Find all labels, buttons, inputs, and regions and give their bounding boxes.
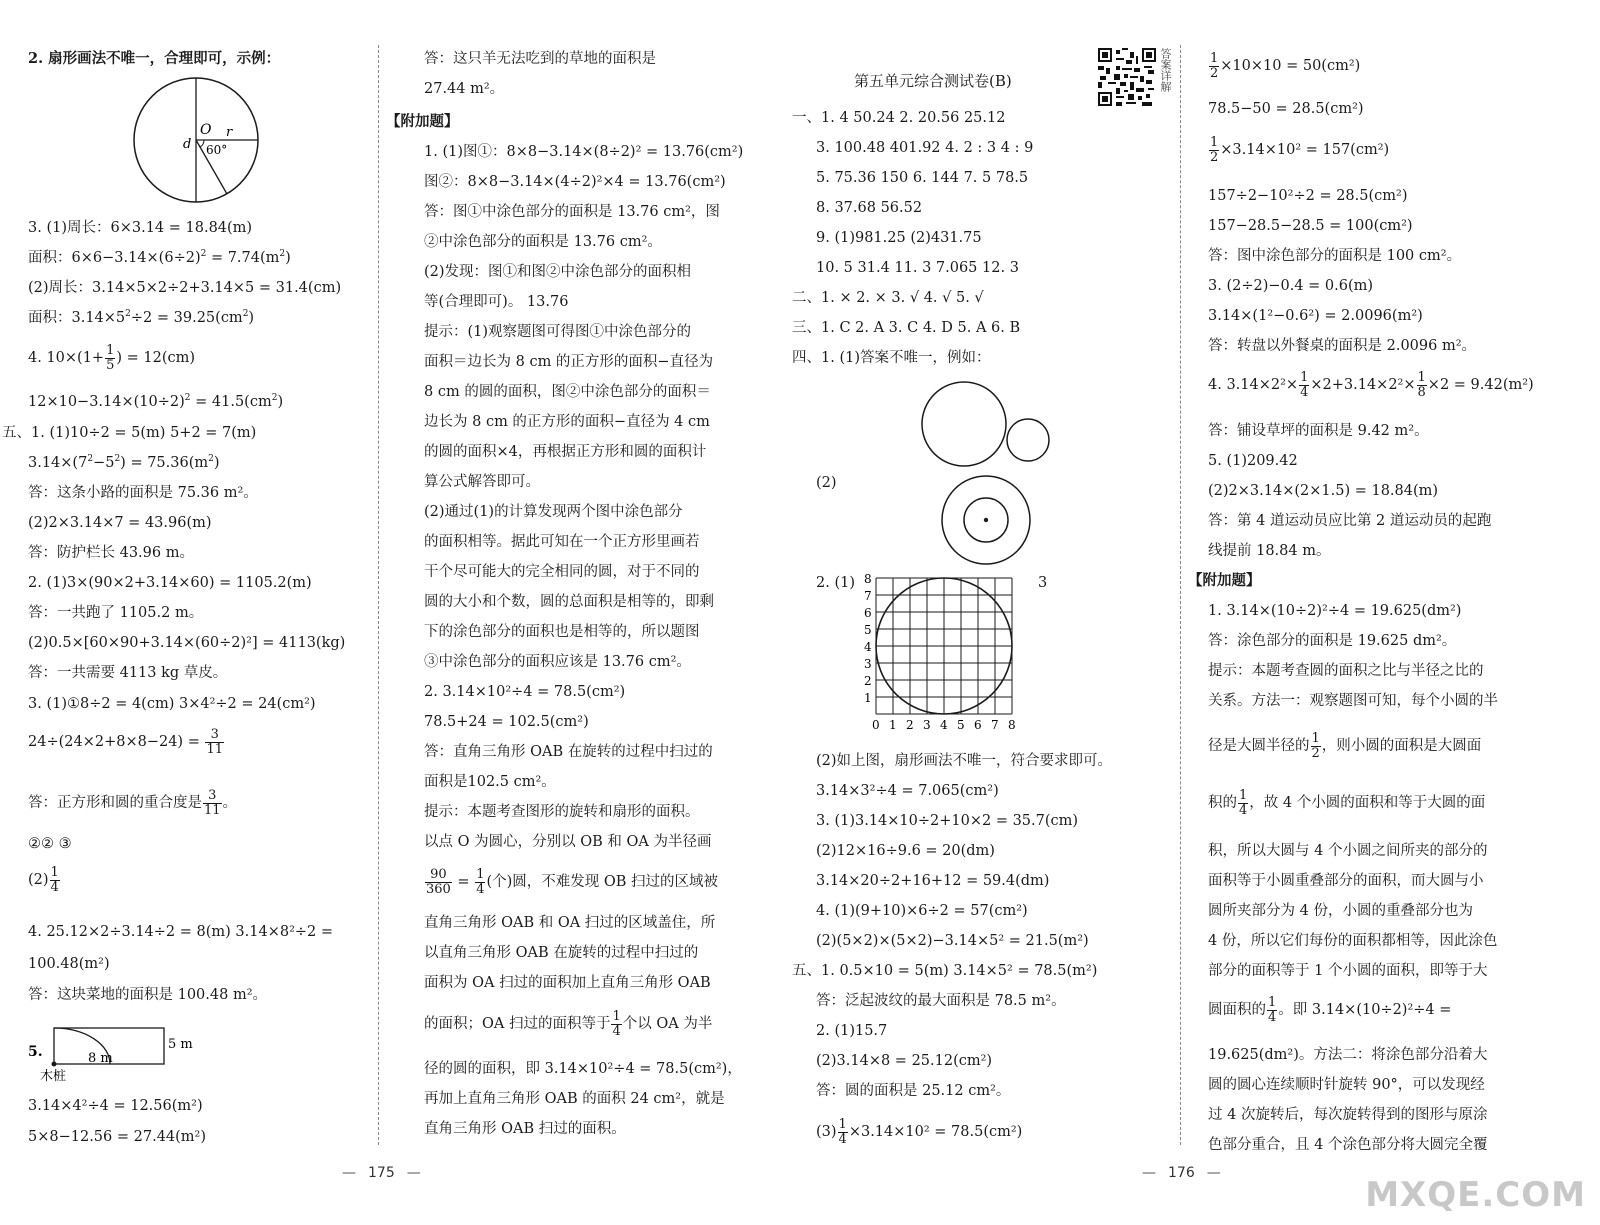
text-line: (2)发现：图①和图②中涂色部分的面积相 (424, 264, 692, 280)
page-number-left: — 175 — (330, 1165, 433, 1181)
text-line: 10. 5 31.4 11. 3 7.065 12. 3 (816, 260, 1019, 276)
text-line: ②② ③ (28, 836, 72, 852)
grid-y-tick: 7 (864, 589, 872, 603)
grid-x-tick: 7 (991, 718, 999, 732)
text-line: (3) $\frac{1}{4}$ ×3.14×10² = 78.5(cm²) (816, 1117, 1023, 1147)
text-line: 答：这只羊无法吃到的草地的面积是 (424, 51, 656, 67)
grid-x-tick: 6 (974, 718, 982, 732)
q2-fan-note: 2. 扇形画法不唯一，合理即可，示例： (28, 50, 281, 67)
text-line: ②中涂色部分的面积是 13.76 cm²。 (424, 234, 662, 250)
grid-y-tick: 6 (864, 606, 872, 620)
text-line: (2)如上图，扇形画法不唯一，符合要求即可。 (816, 753, 1113, 769)
text-line: 8. 37.68 56.52 (816, 200, 923, 216)
label-angle: 60° (206, 143, 228, 157)
qr-code (1098, 48, 1156, 106)
text-line: (2)2×3.14×7 = 43.96(m) (28, 515, 212, 531)
text-line: 3.14×3²÷4 = 7.065(cm²) (816, 783, 999, 799)
text-line: (2)(5×2)×(5×2)−3.14×5² = 21.5(m²) (816, 933, 1089, 949)
two-circles-diagram (920, 378, 1060, 470)
text-line: 3. (1)3.14×10÷2+10×2 = 35.7(cm) (816, 813, 1079, 829)
text-line: 直角三角形 OAB 扫过的面积。 (424, 1121, 626, 1137)
text-line: 圆所夹部分为 4 份，小圆的重叠部分也为 (1208, 903, 1473, 919)
text-line: 答：图中涂色部分的面积是 100 cm²。 (1208, 248, 1462, 264)
width-label: 8 m (88, 1051, 113, 1066)
text-line: 下的涂色部分的面积也是相等的，所以题图 (424, 624, 700, 640)
text-line: 24÷(24×2+8×8−24) = $\frac{3}{11}$ (28, 727, 224, 757)
text-line: 线提前 18.84 m。 (1208, 543, 1331, 559)
grid-y-tick: 4 (864, 640, 872, 654)
text-line: 五、1. 0.5×10 = 5(m) 3.14×5² = 78.5(m²) (792, 963, 1098, 979)
text-line: 答：直角三角形 OAB 在旋转的过程中扫过的 (424, 744, 713, 760)
section-heading: 【附加题】 (386, 113, 459, 130)
text-line: 答：一共需要 4113 kg 草皮。 (28, 665, 228, 681)
text-line: 面积为 OA 扫过的面积加上直角三角形 OAB (424, 975, 711, 991)
text-line: 圆面积的 $\frac{1}{4}$ 。即 3.14×(10÷2)²÷4 = (1208, 995, 1452, 1025)
text-line: 直角三角形 OAB 和 OA 扫过的区域盖住，所 (424, 915, 716, 931)
text-line: 1. 3.14×(10÷2)²÷4 = 19.625(dm²) (1208, 603, 1462, 619)
text-line: 3.14×4²÷4 = 12.56(m²) (28, 1098, 203, 1114)
text-line: 的面积相等。据此可知在一个正方形里画若 (424, 534, 700, 550)
text-line: 3. 100.48 401.92 4. 2 : 3 4 : 9 (816, 140, 1034, 156)
grid-y-tick: 2 (864, 674, 872, 688)
text-line: 提示：(1)观察题图可得图①中涂色部分的 (424, 324, 692, 340)
text-line: 提示：本题考查图形的旋转和扇形的面积。 (424, 804, 700, 820)
text-line: 径是大圆半径的 $\frac{1}{2}$ ，则小圆的面积是大圆面 (1208, 731, 1482, 761)
grid-side-label: 3 (1038, 575, 1048, 591)
grid-x-tick: 1 (889, 718, 897, 732)
text-line: 的圆的面积×4，再根据正方形和圆的面积计 (424, 444, 707, 460)
text-line: 算公式解答即可。 (424, 474, 540, 490)
text-line: 二、1. × 2. × 3. √ 4. √ 5. √ (792, 290, 984, 306)
text-line: 2. (1) (816, 575, 855, 591)
grid-y-tick: 8 (864, 572, 872, 586)
text-line: 9. (1)981.25 (2)431.75 (816, 230, 982, 246)
text-line: 答：这块菜地的面积是 100.48 m²。 (28, 987, 268, 1003)
text-line: 边长为 8 cm 的正方形的面积−直径为 4 cm (424, 414, 710, 430)
text-line: 径的圆的面积，即 3.14×10²÷4 = 78.5(cm²)， (424, 1061, 742, 1077)
text-line: 的面积；OA 扫过的面积等于 $\frac{1}{4}$ 个以 OA 为半 (424, 1009, 713, 1039)
text-line: (2) (816, 475, 837, 491)
text-line: 三、1. C 2. A 3. C 4. D 5. A 6. B (792, 320, 1021, 336)
text-line: 部分的面积等于 1 个小圆的面积，即等于大 (1208, 963, 1488, 979)
test-title: 第五单元综合测试卷(B) (854, 72, 1012, 90)
label-d: d (183, 137, 192, 152)
text-line: 五、1. (1)10÷2 = 5(m) 5+2 = 7(m) (2, 425, 257, 441)
text-line: $\frac{1}{2}$ ×10×10 = 50(cm²) (1210, 51, 1361, 81)
q5-number: 5. (28, 1044, 43, 1060)
text-line: 提示：本题考查圆的面积之比与半径之比的 (1208, 663, 1484, 679)
text-line: ③中涂色部分的面积应该是 13.76 cm²。 (424, 654, 691, 670)
section-heading: 【附加题】 (1188, 572, 1261, 589)
text-line: 答：泛起波纹的最大面积是 78.5 m²。 (816, 993, 1066, 1009)
text-line: 面积：$6\times 6-3.14\times(6\div 2)^2 = 7.74(m^2)$ (28, 249, 291, 266)
text-line: 面积等于小圆重叠部分的面积，而大圆与小 (1208, 873, 1484, 889)
text-line: 答：铺设草坪的面积是 9.42 m²。 (1208, 423, 1429, 439)
text-line: 积的 $\frac{1}{4}$ ，故 4 个小圆的面积和等于大圆的面 (1208, 788, 1486, 818)
text-line: 4. 3.14×2²× $\frac{1}{4}$ ×2+3.14×2²× $\frac{1}{8}$ ×2 = 9.42(m²) (1208, 370, 1534, 400)
text-line: 关系。方法一：观察题图可知，每个小圆的半 (1208, 693, 1498, 709)
text-line: (2)0.5×[60×90+3.14×(60÷2)²] = 4113(kg) (28, 635, 346, 651)
text-line: 1. (1)图①：8×8−3.14×(8÷2)² = 13.76(cm²) (424, 144, 744, 160)
grid-x-tick: 2 (906, 718, 914, 732)
text-line: 积，所以大圆与 4 个小圆之间所夹的部分的 (1208, 843, 1488, 859)
text-line: 再加上直角三角形 OAB 的面积 24 cm²，就是 (424, 1091, 725, 1107)
text-line: $\frac{1}{2}$ ×3.14×10² = 157(cm²) (1210, 135, 1390, 165)
text-line: 3. (2÷2)−0.4 = 0.6(m) (1208, 278, 1374, 294)
text-line: 4. (1)(9+10)×6÷2 = 57(cm²) (816, 903, 1028, 919)
text-line: 圆的圆心连续顺时针旋转 90°，可以发现经 (1208, 1077, 1485, 1093)
text-line: 2. 3.14×10²÷4 = 78.5(cm²) (424, 684, 626, 700)
label-r: r (226, 125, 233, 140)
text-line: 答：一共跑了 1105.2 m。 (28, 605, 204, 621)
text-line: 3. (1)周长：6×3.14 = 18.84(m) (28, 220, 253, 236)
text-line: 3.14×20÷2+16+12 = 59.4(dm) (816, 873, 1050, 889)
text-line: 面积＝边长为 8 cm 的正方形的面积−直径为 (424, 354, 714, 370)
text-line: (2)12×16÷9.6 = 20(dm) (816, 843, 995, 859)
text-line: 过 4 次旋转后，每次旋转得到的图形与原涂 (1208, 1107, 1488, 1123)
text-line: 一、1. 4 50.24 2. 20.56 25.12 (792, 110, 1006, 126)
text-line: 27.44 m²。 (424, 81, 505, 97)
grid-y-tick: 1 (864, 691, 872, 705)
text-line: 4 份，所以它们每份的面积都相等，因此涂色 (1208, 933, 1498, 949)
text-line: 以点 O 为圆心，分别以 OB 和 OA 为半径画 (424, 834, 712, 850)
page-number-right: — 176 — (1130, 1165, 1233, 1181)
text-line: 答：转盘以外餐桌的面积是 2.0096 m²。 (1208, 338, 1477, 354)
text-line: 图②：8×8−3.14×(4÷2)²×4 = 13.76(cm²) (424, 174, 726, 190)
text-line: 100.48(m²) (28, 956, 110, 972)
text-line: (2)2×3.14×(2×1.5) = 18.84(m) (1208, 483, 1439, 499)
text-line: 3.14×(1²−0.6²) = 2.0096(m²) (1208, 308, 1423, 324)
text-line: 5. (1)209.42 (1208, 453, 1298, 469)
watermark-logo: MXQE.COM (1365, 1175, 1586, 1215)
label-o: O (200, 122, 212, 138)
text-line: 色部分重合，且 4 个涂色部分将大圆完全覆 (1208, 1137, 1488, 1153)
grid-y-tick: 5 (864, 623, 872, 637)
text-line: 圆的大小和个数，圆的总面积是相等的，即剩 (424, 594, 714, 610)
text-line: (2)周长：3.14×5×2÷2+3.14×5 = 31.4(cm) (28, 280, 342, 296)
text-line: $12\times 10-3.14\times(10\div 2)^2 = 41.5(cm^2)$ (28, 393, 284, 410)
text-line: 以直角三角形 OAB 在旋转的过程中扫过的 (424, 945, 699, 961)
text-line: 2. (1)3×(90×2+3.14×60) = 1105.2(m) (28, 575, 312, 591)
column-divider (1180, 45, 1181, 1145)
text-line: 答：涂色部分的面积是 19.625 dm²。 (1208, 633, 1457, 649)
text-line: 等(合理即可)。 13.76 (424, 294, 569, 310)
text-line: 19.625(dm²)。方法二：将涂色部分沿着大 (1208, 1047, 1488, 1063)
text-line: 四、1. (1)答案不唯一，例如： (792, 350, 991, 366)
text-line: 5. 75.36 150 6. 144 7. 5 78.5 (816, 170, 1029, 186)
text-line: (2)通过(1)的计算发现两个图中涂色部分 (424, 504, 683, 520)
text-line: 答：这条小路的面积是 75.36 m²。 (28, 485, 258, 501)
text-line: 78.5−50 = 28.5(cm²) (1208, 101, 1364, 117)
text-line: $3.14\times(7^2-5^2) = 75.36(m^2)$ (28, 454, 220, 471)
text-line: (2) $\frac{1}{4}$ (28, 865, 59, 895)
text-line: 157÷2−10²÷2 = 28.5(cm²) (1208, 188, 1408, 204)
text-line: 4. 25.12×2÷3.14÷2 = 8(m) 3.14×8²÷2 = (28, 924, 334, 940)
text-line: 答：防护栏长 43.96 m。 (28, 545, 194, 561)
grid-y-tick: 3 (864, 657, 872, 671)
text-line: 5×8−12.56 = 27.44(m²) (28, 1129, 207, 1145)
text-line: 4. 10×(1+ $\frac{1}{5}$ ) = 12(cm) (28, 343, 196, 373)
grid-x-tick: 5 (957, 718, 965, 732)
text-line: 面积是102.5 cm²。 (424, 774, 556, 790)
grid-x-tick: 8 (1008, 718, 1016, 732)
text-line: 面积：$3.14\times 5^2\div 2 = 39.25(cm^2)$ (28, 309, 255, 326)
post-label: 木桩 (40, 1069, 67, 1084)
text-line: 78.5+24 = 102.5(cm²) (424, 714, 589, 730)
text-line: 答：图①中涂色部分的面积是 13.76 cm²，图 (424, 204, 720, 220)
text-line: 答：第 4 道运动员应比第 2 道运动员的起跑 (1208, 513, 1492, 529)
goat-field-diagram (26, 1022, 206, 1084)
text-line: 3. (1)①8÷2 = 4(cm) 3×4²÷2 = 24(cm²) (28, 696, 316, 712)
text-line: 2. (1)15.7 (816, 1023, 888, 1039)
grid-x-tick: 3 (923, 718, 931, 732)
text-line: 干个尽可能大的完全相同的圆，对于不同的 (424, 564, 700, 580)
height-label: 5 m (168, 1037, 193, 1052)
text-line: 答：正方形和圆的重合度是 $\frac{3}{11}$ 。 (28, 788, 238, 818)
text-line: 157−28.5−28.5 = 100(cm²) (1208, 218, 1413, 234)
text-line: $\frac{90}{360}$ = $\frac{1}{4}$ (个)圆，不难发现 OB 扫过的区域被 (426, 867, 719, 897)
sector-diagram (128, 76, 268, 206)
text-line: (2)3.14×8 = 25.12(cm²) (816, 1053, 993, 1069)
concentric-circles-diagram (940, 474, 1032, 566)
text-line: 答：圆的面积是 25.12 cm²。 (816, 1083, 1011, 1099)
grid-circle-diagram (856, 572, 1036, 744)
column-divider (378, 45, 379, 1145)
qr-caption: 答案详解 (1159, 48, 1172, 92)
grid-x-tick: 0 (872, 718, 880, 732)
text-line: 8 cm 的圆的面积，图②中涂色部分的面积＝ (424, 384, 711, 400)
grid-x-tick: 4 (940, 718, 948, 732)
